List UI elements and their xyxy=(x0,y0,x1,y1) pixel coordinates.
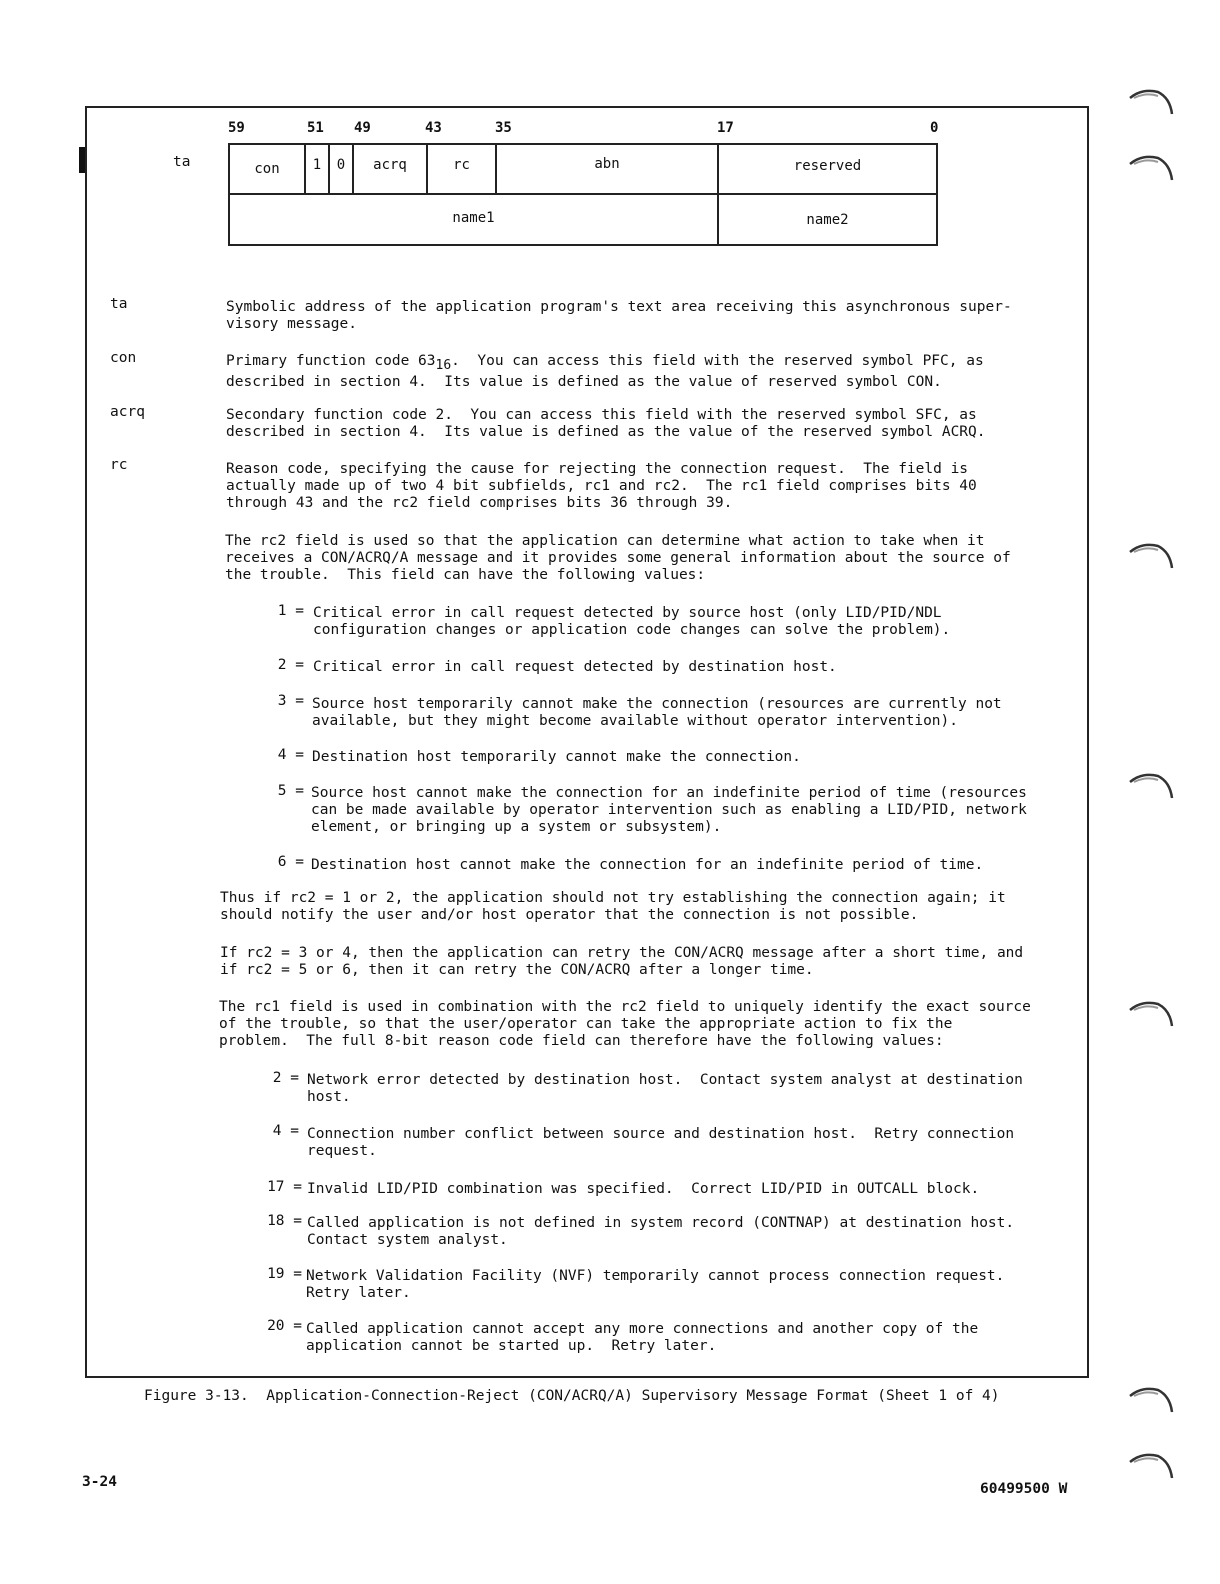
bit-0: 0 xyxy=(930,120,939,136)
rc2-value-text xyxy=(313,659,837,676)
field-name1: name1 xyxy=(452,210,495,226)
text-segment: . You can access this field with the reserved symbol PFC, as xyxy=(451,353,984,369)
text-line: the trouble. This field can have the following values: xyxy=(225,567,706,583)
rc2-value-text xyxy=(312,749,801,766)
text-line: Contact system analyst. xyxy=(307,1232,508,1248)
rc-value-text xyxy=(307,1181,979,1198)
term-rc: rc xyxy=(110,457,128,473)
text-line: Retry later. xyxy=(306,1285,411,1301)
rc2-value-number: 3 = xyxy=(277,693,304,709)
rc-value-number: 17 = xyxy=(267,1179,302,1195)
rc2-value-number: 6 = xyxy=(277,854,304,870)
term-acrq: acrq xyxy=(110,404,145,420)
rc-value-number: 19 = xyxy=(267,1266,302,1282)
definition-con xyxy=(226,353,984,391)
text-line: Invalid LID/PID combination was specified. Correct LID/PID in OUTCALL block. xyxy=(307,1181,980,1197)
text-line: visory message. xyxy=(226,316,357,332)
rc2-value-text xyxy=(311,857,983,874)
rc-value-number: 18 = xyxy=(267,1213,302,1229)
bit-17: 17 xyxy=(717,120,734,136)
text-line: The rc2 field is used so that the application can determine what action to take when it xyxy=(225,533,985,549)
text-line: Thus if rc2 = 1 or 2, the application should not try establishing the connection again; it xyxy=(220,890,1006,906)
text-line: if rc2 = 5 or 6, then it can retry the CON/ACRQ after a longer time. xyxy=(220,962,814,978)
text-line: host. xyxy=(307,1089,351,1105)
punch-hole-icon xyxy=(1128,150,1174,184)
bit-43: 43 xyxy=(425,120,442,136)
text-line: described in section 4. Its value is defined as the value of reserved symbol CON. xyxy=(226,374,942,390)
text-line: Source host cannot make the connection for an indefinite period of time (resources xyxy=(311,785,1027,801)
text-line: Critical error in call request detected by source host (only LID/PID/NDL xyxy=(313,605,942,621)
page-number: 3-24 xyxy=(82,1474,117,1490)
rc-value-number: 20 = xyxy=(267,1318,302,1334)
field-reserved: reserved xyxy=(793,158,862,174)
document-number: 60499500 W xyxy=(980,1481,1068,1497)
text-line: Destination host cannot make the connection for an indefinite period of time. xyxy=(311,857,984,873)
text-line: Destination host temporarily cannot make the connection. xyxy=(312,749,801,765)
text-segment: Primary function code 63 xyxy=(226,353,436,369)
text-line: available, but they might become available without operator intervention). xyxy=(312,713,959,729)
diagram-row-label: ta xyxy=(173,154,191,170)
text-line: actually made up of two 4 bit subfields, rc1 and rc2. The rc1 field comprises bits 40 xyxy=(226,478,977,494)
definition-acrq xyxy=(226,407,986,441)
field-abn: abn xyxy=(594,156,620,172)
text-line: described in section 4. Its value is defined as the value of the reserved symbol ACRQ. xyxy=(226,424,986,440)
field-bit-1: 1 xyxy=(312,157,322,173)
text-line: Reason code, specifying the cause for rejecting the connection request. The field is xyxy=(226,461,969,477)
definition-rc xyxy=(226,461,977,512)
term-ta: ta xyxy=(110,296,128,312)
text-line: Secondary function code 2. You can access this field with the reserved symbol SFC, as xyxy=(226,407,977,423)
rc-value-number: 2 = xyxy=(272,1070,299,1086)
text-line: of the trouble, so that the user/operator can take the appropriate action to fix the xyxy=(219,1016,953,1032)
text-line: Source host temporarily cannot make the connection (resources are currently not xyxy=(312,696,1002,712)
rc-value-text xyxy=(306,1321,978,1355)
rc2-intro xyxy=(225,533,1011,584)
text-line: Critical error in call request detected by destination host. xyxy=(313,659,837,675)
para-thus xyxy=(220,890,1006,924)
field-bit-0: 0 xyxy=(336,157,346,173)
subscript: 16 xyxy=(435,358,452,373)
rc-value-text xyxy=(307,1215,1014,1249)
text-line: receives a CON/ACRQ/A message and it provides some general information about the source of xyxy=(225,550,1011,566)
term-con: con xyxy=(110,350,137,366)
text-line xyxy=(226,353,984,374)
figure-caption: Figure 3-13. Application-Connection-Reject (CON/ACRQ/A) Supervisory Message Format (Sheet 1 of 4) xyxy=(144,1388,1000,1404)
text-line: The rc1 field is used in combination with the rc2 field to uniquely identify the exact source xyxy=(219,999,1031,1015)
text-line: through 43 and the rc2 field comprises bits 36 through 39. xyxy=(226,495,733,511)
punch-hole-icon xyxy=(1128,996,1174,1030)
punch-hole-icon xyxy=(1128,84,1174,118)
rc2-value-text xyxy=(313,605,950,639)
rc2-value-text xyxy=(312,696,1002,730)
text-line: Network Validation Facility (NVF) temporarily cannot process connection request. xyxy=(306,1268,1005,1284)
text-line: element, or bringing up a system or subsystem). xyxy=(311,819,722,835)
bit-49: 49 xyxy=(354,120,371,136)
message-format-diagram xyxy=(228,143,938,246)
text-line: Symbolic address of the application program's text area receiving this asynchronous super- xyxy=(226,299,1012,315)
rc-value-text xyxy=(306,1268,1004,1302)
rc2-value-number: 1 = xyxy=(277,603,304,619)
bit-51: 51 xyxy=(307,120,324,136)
bit-35: 35 xyxy=(495,120,512,136)
field-rc: rc xyxy=(453,157,470,173)
rc2-value-text xyxy=(311,785,1027,836)
rc-value-number: 4 = xyxy=(272,1123,299,1139)
text-line: request. xyxy=(307,1143,377,1159)
definition-ta xyxy=(226,299,1012,333)
punch-hole-icon xyxy=(1128,768,1174,802)
text-line: Called application is not defined in system record (CONTNAP) at destination host. xyxy=(307,1215,1015,1231)
text-line: If rc2 = 3 or 4, then the application can retry the CON/ACRQ message after a short time, and xyxy=(220,945,1024,961)
rc2-value-number: 2 = xyxy=(277,657,304,673)
punch-hole-icon xyxy=(1128,1382,1174,1416)
para-rc1 xyxy=(219,999,1031,1050)
text-line: should notify the user and/or host operator that the connection is not possible. xyxy=(220,907,919,923)
text-line: configuration changes or application code changes can solve the problem). xyxy=(313,622,951,638)
field-con: con xyxy=(254,161,280,177)
text-line: Called application cannot accept any more connections and another copy of the xyxy=(306,1321,979,1337)
para-if xyxy=(220,945,1023,979)
field-name2: name2 xyxy=(806,212,849,228)
rc-value-text xyxy=(307,1126,1014,1160)
bit-59: 59 xyxy=(228,120,245,136)
punch-hole-icon xyxy=(1128,1448,1174,1482)
text-line: Network error detected by destination host. Contact system analyst at destination xyxy=(307,1072,1023,1088)
rc-value-text xyxy=(307,1072,1023,1106)
text-line: problem. The full 8-bit reason code field can therefore have the following values: xyxy=(219,1033,944,1049)
punch-hole-icon xyxy=(1128,538,1174,572)
field-acrq: acrq xyxy=(373,157,407,173)
text-line: application cannot be started up. Retry later. xyxy=(306,1338,717,1354)
text-line: can be made available by operator intervention such as enabling a LID/PID, network xyxy=(311,802,1027,818)
text-line: Connection number conflict between source and destination host. Retry connection xyxy=(307,1126,1015,1142)
rc2-value-number: 4 = xyxy=(277,747,304,763)
rc2-value-number: 5 = xyxy=(277,783,304,799)
